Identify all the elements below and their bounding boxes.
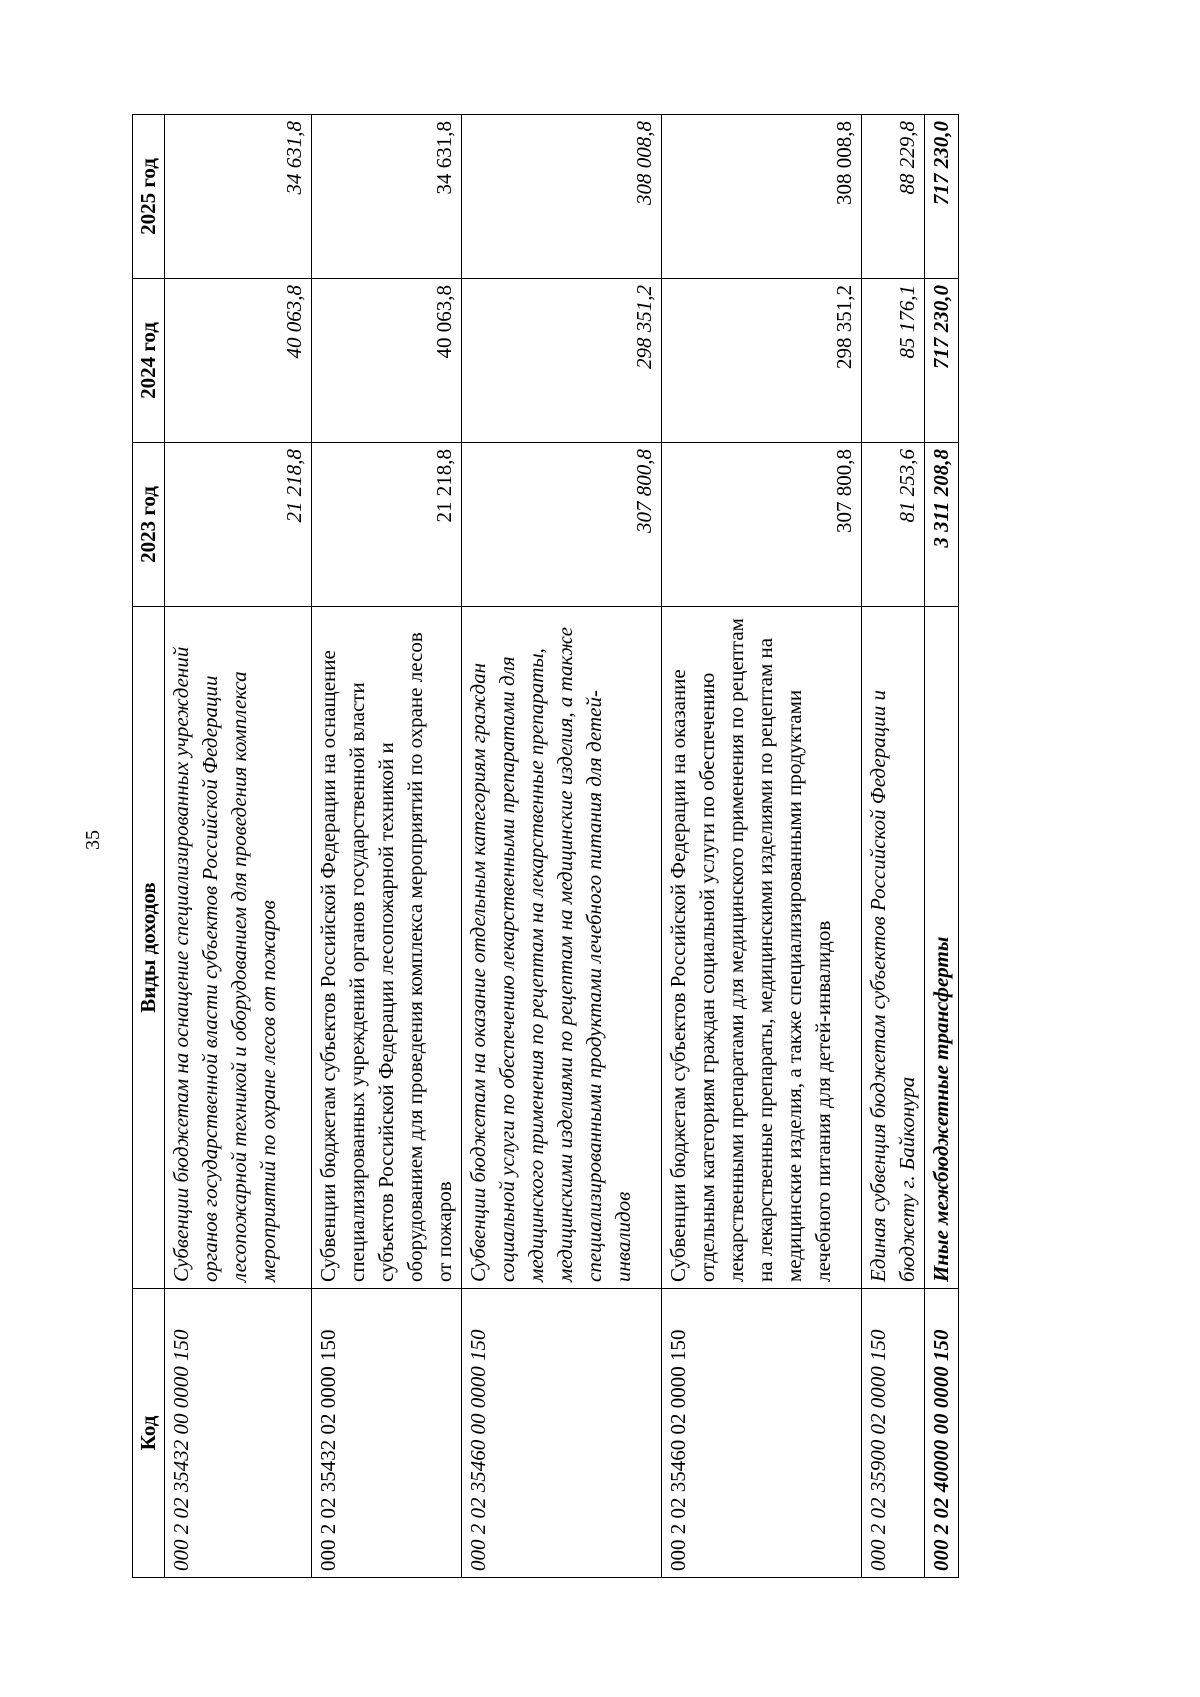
row-value-2023: 81 253,6 — [862, 443, 925, 607]
header-2023: 2023 год — [133, 443, 165, 607]
header-2024: 2024 год — [133, 279, 165, 443]
row-description: Субвенции бюджетам субъектов Российской Федерации на оснащение специализированных учреждений органов государственной власти субъектов Российской Федерации лесопожарной техникой и оборудованием для проведения комплекса мероприятий по охране лесов от пожаров — [312, 607, 462, 1289]
row-description: Субвенции бюджетам на оснащение специализированных учреждений органов государственной власти субъектов Российской Федерации лесопожарной техникой и оборудованием для проведения комплекса мероприятий по охране лесов от пожаров — [165, 607, 312, 1289]
row-value-2024: 298 351,2 — [662, 279, 862, 443]
row-description: Субвенции бюджетам субъектов Российской Федерации на оказание отдельным категориям граждан социальной услуги по обеспечению лекарственными препаратами для медицинского применения по рецептам на лекарственные препараты, медицинскими изделиями по рецептам на медицинские изделия, а также специализированными продуктами лечебного питания для детей-инвалидов — [662, 607, 862, 1289]
table-row — [312, 115, 462, 1578]
revenue-table — [132, 114, 959, 1578]
table-header-row — [133, 115, 165, 1578]
row-value-2025: 34 631,8 — [312, 115, 462, 279]
row-value-2023: 307 800,8 — [462, 443, 662, 607]
row-code: 000 2 02 35900 02 0000 150 — [862, 1289, 925, 1578]
header-2025: 2025 год — [133, 115, 165, 279]
row-value-2024: 85 176,1 — [862, 279, 925, 443]
row-value-2025: 308 008,8 — [662, 115, 862, 279]
row-value-2023: 3 311 208,8 — [925, 443, 959, 607]
row-code: 000 2 02 40000 00 0000 150 — [925, 1289, 959, 1578]
header-code: Код — [133, 1289, 165, 1578]
row-description: Субвенции бюджетам на оказание отдельным категориям граждан социальной услуги по обеспечению лекарственными препаратами для медицинского применения по рецептам на лекарственные препараты, медицинскими изделиями по рецептам на медицинские изделия, а также специализированными продуктами лечебного питания для детей-инвалидов — [462, 607, 662, 1289]
page-number: 35 — [81, 830, 104, 850]
table-row-total — [925, 115, 959, 1578]
row-value-2023: 21 218,8 — [165, 443, 312, 607]
row-value-2025: 717 230,0 — [925, 115, 959, 279]
row-value-2024: 298 351,2 — [462, 279, 662, 443]
table-row — [165, 115, 312, 1578]
row-description: Единая субвенция бюджетам субъектов Российской Федерации и бюджету г. Байконура — [862, 607, 925, 1289]
row-value-2025: 34 631,8 — [165, 115, 312, 279]
row-code: 000 2 02 35460 00 0000 150 — [462, 1289, 662, 1578]
rotated-table-container — [132, 114, 959, 1578]
table-row — [862, 115, 925, 1578]
row-description: Иные межбюджетные трансферты — [925, 607, 959, 1289]
row-value-2024: 717 230,0 — [925, 279, 959, 443]
row-code: 000 2 02 35432 00 0000 150 — [165, 1289, 312, 1578]
header-revenue-type: Виды доходов — [133, 607, 165, 1289]
row-code: 000 2 02 35460 02 0000 150 — [662, 1289, 862, 1578]
table-row — [462, 115, 662, 1578]
row-value-2023: 307 800,8 — [662, 443, 862, 607]
row-code: 000 2 02 35432 02 0000 150 — [312, 1289, 462, 1578]
row-value-2024: 40 063,8 — [165, 279, 312, 443]
row-value-2023: 21 218,8 — [312, 443, 462, 607]
table-row — [662, 115, 862, 1578]
row-value-2025: 308 008,8 — [462, 115, 662, 279]
row-value-2025: 88 229,8 — [862, 115, 925, 279]
row-value-2024: 40 063,8 — [312, 279, 462, 443]
